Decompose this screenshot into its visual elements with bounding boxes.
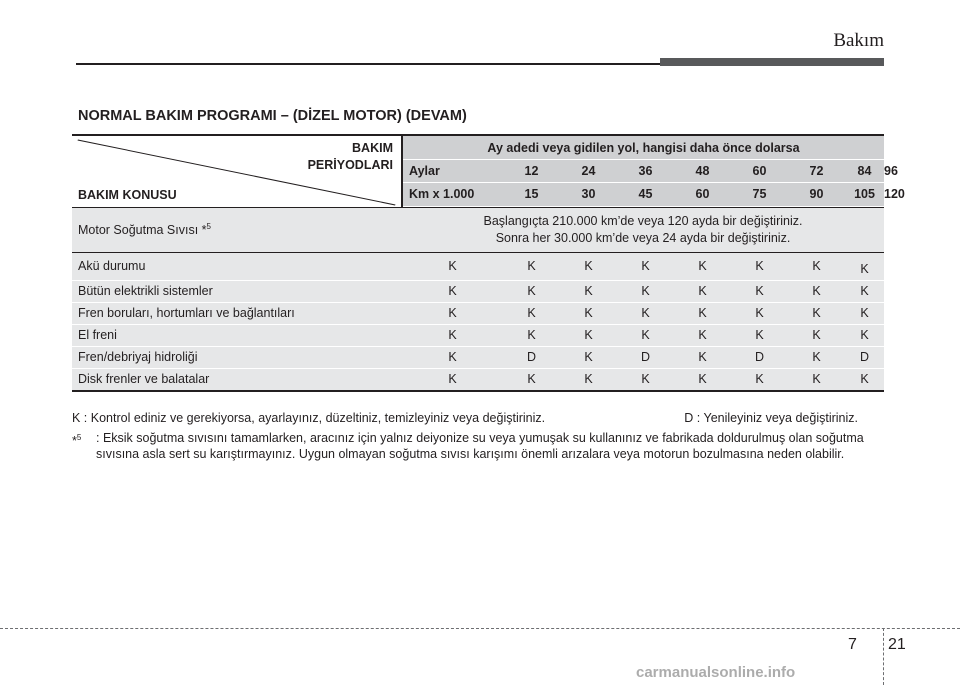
cell-value: K bbox=[402, 324, 503, 346]
row-label: Fren/debriyaj hidroliği bbox=[72, 346, 402, 368]
table-corner-cell bbox=[72, 135, 402, 206]
page-number: 21 bbox=[888, 636, 906, 653]
cell-value: K bbox=[731, 280, 788, 302]
footnote-mark bbox=[72, 430, 96, 462]
table-row-coolant bbox=[72, 207, 884, 252]
coolant-footnote-mark: 5 bbox=[206, 221, 211, 231]
cell-value: K bbox=[617, 280, 674, 302]
row-label: Disk frenler ve balatalar bbox=[72, 368, 402, 391]
footer-dashed-divider bbox=[883, 628, 884, 685]
footer-dashed-rule bbox=[0, 628, 960, 629]
coolant-note bbox=[402, 207, 884, 252]
corner-items-label: BAKIM KONUSU bbox=[78, 188, 177, 202]
cell-value: K bbox=[674, 302, 731, 324]
month-value: 72 bbox=[788, 160, 845, 183]
months-row: Aylar 12 24 36 48 60 72 84 96 bbox=[72, 160, 884, 183]
cell-value: D bbox=[845, 346, 884, 368]
cell-value: K bbox=[503, 324, 560, 346]
cell-value: K bbox=[560, 252, 617, 280]
month-value: 36 bbox=[617, 160, 674, 183]
corner-top-line2: PERİYODLARI bbox=[307, 158, 393, 172]
cell-value: K bbox=[788, 280, 845, 302]
cell-value: K bbox=[788, 368, 845, 391]
km-value: 60 bbox=[674, 183, 731, 206]
maintenance-schedule-table bbox=[72, 134, 905, 392]
cell-value: K bbox=[788, 324, 845, 346]
table-row bbox=[72, 302, 884, 324]
cell-value: K bbox=[617, 252, 674, 280]
km-value: 90 bbox=[788, 183, 845, 206]
cell-value: K bbox=[674, 280, 731, 302]
km-label: Km x 1.000 bbox=[402, 183, 503, 206]
k-legend: K : Kontrol ediniz ve gerekiyorsa, ayarlayınız, düzeltiniz, temizleyiniz veya değiştiriniz. bbox=[72, 411, 546, 425]
cell-value: K bbox=[503, 252, 560, 280]
km-value: 30 bbox=[560, 183, 617, 206]
table-row bbox=[72, 252, 884, 280]
cell-value: K bbox=[503, 368, 560, 391]
row-label: Fren boruları, hortumları ve bağlantıları bbox=[72, 302, 402, 324]
cell-value: K bbox=[560, 368, 617, 391]
row-label: El freni bbox=[72, 324, 402, 346]
cell-value: K bbox=[674, 324, 731, 346]
cell-value: K bbox=[788, 302, 845, 324]
cell-value: K bbox=[402, 252, 503, 280]
cell-value: K bbox=[617, 324, 674, 346]
cell-value: K bbox=[402, 368, 503, 391]
cell-value: K bbox=[617, 368, 674, 391]
row-label: Akü durumu bbox=[72, 252, 402, 280]
cell-value: K bbox=[503, 280, 560, 302]
cell-value: D bbox=[731, 346, 788, 368]
km-value: 15 bbox=[503, 183, 560, 206]
table-row bbox=[72, 324, 884, 346]
cell-value: K bbox=[560, 346, 617, 368]
cell-value: K bbox=[845, 368, 884, 391]
table-header-row bbox=[72, 135, 884, 160]
cell-value: K bbox=[503, 302, 560, 324]
d-legend: D : Yenileyiniz veya değiştiriniz. bbox=[684, 411, 858, 425]
cell-value: K bbox=[402, 302, 503, 324]
cell-value: K bbox=[731, 252, 788, 280]
row-label: Bütün elektrikli sistemler bbox=[72, 280, 402, 302]
month-value: 24 bbox=[560, 160, 617, 183]
km-row: Km x 1.000 15 30 45 60 75 90 105 120 bbox=[72, 183, 884, 206]
footnote-text: : Eksik soğutma sıvısını tamamlarken, aracınız için yalnız deiyonize su veya yumuşak su kullanınız ve fabrikada doldurulmuş olan soğutma sıvısına asla sert su karıştırmayınız. Uygun olmayan soğutma sıvısı karışımı önemli arızalara veya motorun bozulmasına neden olabilir. bbox=[96, 431, 864, 461]
coolant-note-line2: Sonra her 30.000 km’de veya 24 ayda bir değiştiriniz. bbox=[495, 230, 791, 245]
watermark: carmanualsonline.info bbox=[636, 664, 796, 681]
chapter-number: 7 bbox=[848, 636, 857, 653]
coolant-label-text: Motor Soğutma Sıvısı * bbox=[78, 223, 207, 238]
cell-value: K bbox=[788, 252, 845, 280]
cell-value: K bbox=[845, 252, 884, 280]
cell-value: K bbox=[674, 252, 731, 280]
cell-value: K bbox=[560, 324, 617, 346]
cell-value: K bbox=[731, 368, 788, 391]
header-rule bbox=[76, 63, 660, 65]
table-row bbox=[72, 368, 884, 391]
section-title: NORMAL BAKIM PROGRAMI – (DİZEL MOTOR) (DEVAM) bbox=[78, 108, 467, 124]
legend-notes bbox=[72, 410, 884, 462]
page-header-title: Bakım bbox=[833, 30, 884, 51]
cell-value: K bbox=[560, 280, 617, 302]
interval-span-header: Ay adedi veya gidilen yol, hangisi daha önce dolarsa bbox=[402, 135, 884, 160]
month-value: 84 bbox=[845, 160, 884, 183]
footnote-number: 5 bbox=[76, 433, 82, 442]
footnote-star: * bbox=[72, 434, 77, 449]
cell-value: K bbox=[402, 346, 503, 368]
corner-top-line1: BAKIM bbox=[352, 141, 393, 155]
coolant-note-line1: Başlangıçta 210.000 km’de veya 120 ayda bir değiştiriniz. bbox=[483, 213, 803, 228]
months-label: Aylar bbox=[402, 160, 503, 183]
cell-value: K bbox=[845, 324, 884, 346]
km-value: 75 bbox=[731, 183, 788, 206]
cell-value: D bbox=[617, 346, 674, 368]
month-value: 48 bbox=[674, 160, 731, 183]
corner-periods-label bbox=[308, 140, 393, 174]
header-accent-bar bbox=[660, 58, 884, 66]
table-row bbox=[72, 346, 884, 368]
km-value: 45 bbox=[617, 183, 674, 206]
cell-value: K bbox=[731, 324, 788, 346]
cell-value: K bbox=[731, 302, 788, 324]
footnote-5 bbox=[72, 430, 884, 462]
cell-value: K bbox=[845, 280, 884, 302]
cell-value: K bbox=[560, 302, 617, 324]
cell-value: K bbox=[402, 280, 503, 302]
cell-value: K bbox=[788, 346, 845, 368]
table-row bbox=[72, 280, 884, 302]
cell-value: K bbox=[674, 368, 731, 391]
km-value: 105 bbox=[845, 183, 884, 206]
cell-value: K bbox=[674, 346, 731, 368]
month-value: 12 bbox=[503, 160, 560, 183]
coolant-label bbox=[72, 207, 402, 252]
cell-value: K bbox=[617, 302, 674, 324]
month-value: 60 bbox=[731, 160, 788, 183]
legend-line-1 bbox=[72, 410, 884, 426]
cell-value: D bbox=[503, 346, 560, 368]
cell-value: K bbox=[845, 302, 884, 324]
